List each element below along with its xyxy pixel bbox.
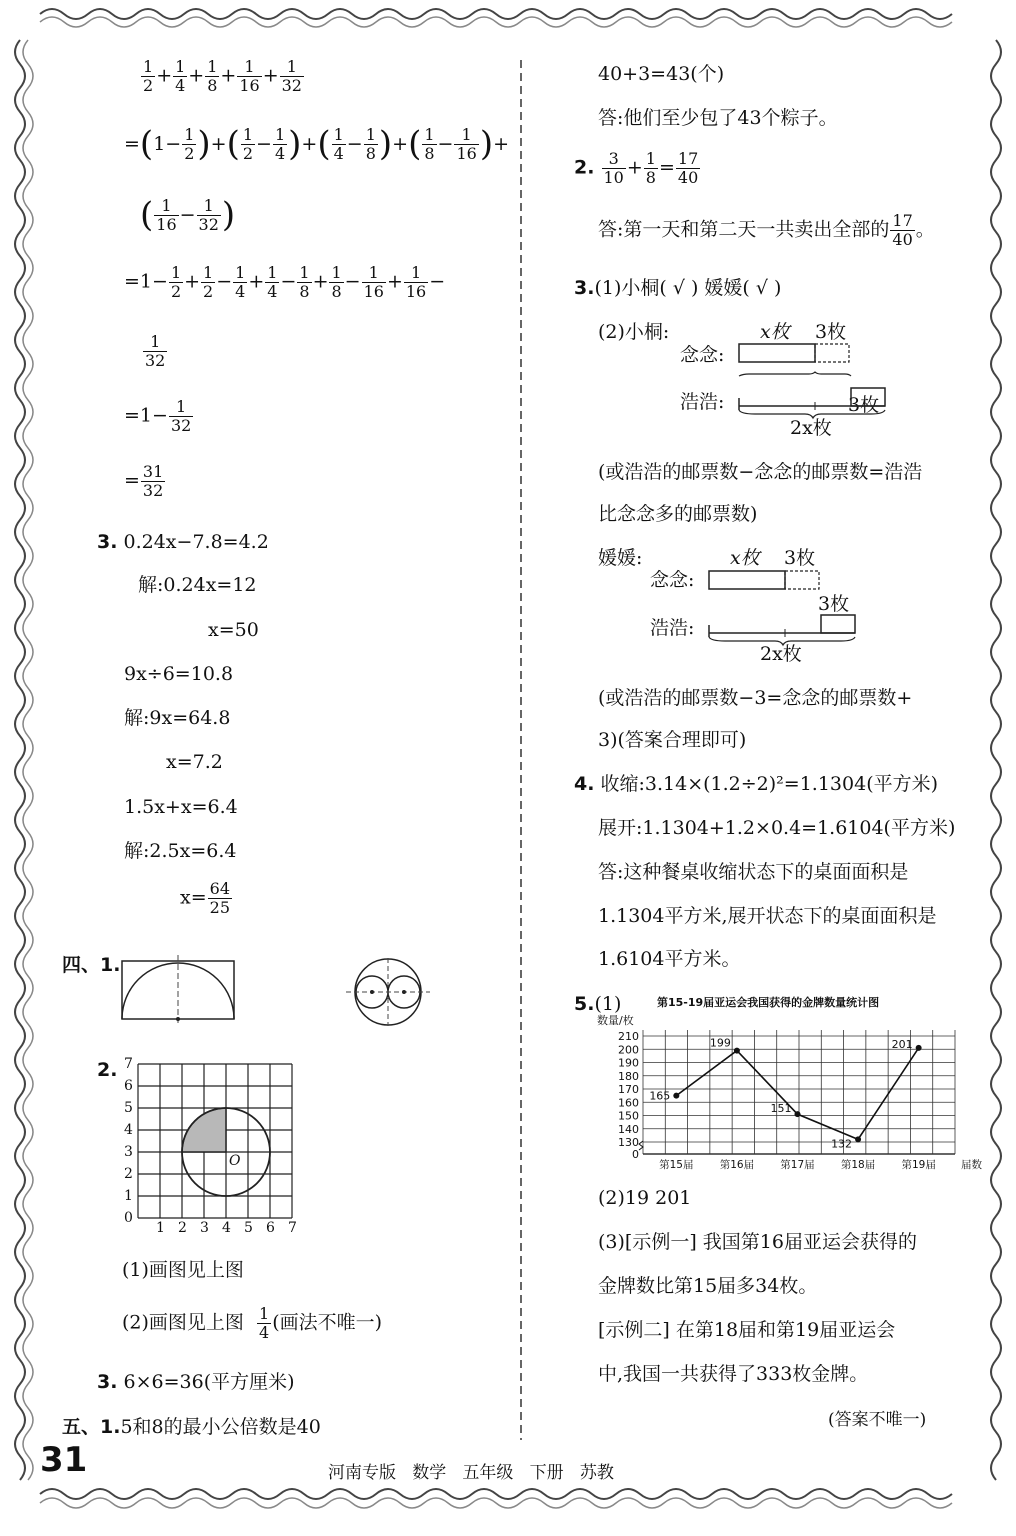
grid-x-6: 6 (266, 1220, 275, 1236)
s4-q2-label: 2. (97, 1059, 118, 1081)
q3-eq3: 1.5x+x=6.4 (124, 796, 238, 818)
s4-answer-1: (1)画图见上图 (122, 1259, 244, 1281)
chart-ytick-label: 180 (618, 1069, 639, 1083)
diagram2-3-label-top: 3枚 (784, 547, 816, 569)
diagram2-yuanyuan-label: 媛媛: (598, 547, 643, 569)
chart-point (916, 1045, 922, 1051)
r-note-1a: (或浩浩的邮票数−念念的邮票数=浩浩 (598, 461, 923, 483)
diagram2-nian-label: 念念: (650, 569, 695, 591)
r-note-1b: 比念念多的邮票数) (598, 503, 758, 525)
calc-line-3: ( $\frac{1}{16}$ − $\frac{1}{32}$ ) (140, 195, 236, 235)
diagram2-bars (705, 565, 865, 645)
diagram1-2x-label: 2x枚 (790, 417, 832, 439)
r-q4-a: 4. 收缩:3.14×(1.2÷2)²=1.1304(平方米) (574, 773, 939, 795)
calc-line-7: = $\frac{31}{32}$ (124, 462, 164, 500)
r-line-1: 40+3=43(个) (598, 63, 725, 85)
footer-info: 河南专版 数学 五年级 下册 苏教 (328, 1463, 614, 1483)
chart-data-label: 201 (891, 1037, 913, 1051)
r-q5-3a: (3)[示例一] 我国第16届亚运会获得的 (598, 1231, 917, 1253)
r-note-2a: (或浩浩的邮票数−3=念念的邮票数+ (598, 687, 913, 709)
r-note-2b: 3)(答案合理即可) (598, 729, 747, 751)
r-q5-3d: 中,我国一共获得了333枚金牌。 (598, 1363, 869, 1385)
diagram2-2x-label: 2x枚 (760, 643, 802, 665)
chart-ytick-label: 170 (618, 1083, 639, 1096)
diagram1-nian-label: 念念: (680, 344, 725, 366)
q3-eq2: 9x÷6=10.8 (124, 663, 234, 685)
diagram2-hao-label: 浩浩: (650, 617, 695, 639)
grid-x-2: 2 (178, 1220, 187, 1236)
chart-ytick-label: 0 (632, 1148, 639, 1161)
r-q2-answer: 答:第一天和第二天一共卖出全部的 $\frac{17}{40}$ 。 (598, 211, 935, 249)
grid-svg (118, 1052, 308, 1242)
q3-eq1-step1: 解:0.24x=12 (138, 574, 257, 596)
r-q4-b: 展开:1.1304+1.2×0.4=1.6104(平方米) (598, 817, 956, 839)
q3-eq1-step2: x=50 (208, 619, 259, 641)
section-5: 五、1.5和8的最小公倍数是40 (62, 1416, 321, 1438)
chart-ytick-label: 140 (618, 1122, 639, 1136)
diagram1-3-label-top: 3枚 (815, 321, 847, 343)
q3-eq3-step1: 解:2.5x=6.4 (124, 840, 237, 862)
chart-data-label: 165 (649, 1089, 671, 1103)
chart-point (673, 1093, 679, 1099)
grid-y-6: 6 (124, 1078, 133, 1094)
r-q4-e: 1.6104平方米。 (598, 948, 741, 970)
chart-svg (595, 994, 982, 1176)
diagram2-x-label: x枚 (730, 547, 760, 569)
s4-q3: 3. 6×6=36(平方厘米) (97, 1371, 295, 1393)
grid-y-7: 7 (124, 1056, 133, 1072)
chart-xtick-label: 第16届 (719, 1159, 755, 1171)
r-q3-b: (2)小桐: (598, 321, 670, 343)
grid-y-4: 4 (124, 1122, 133, 1138)
r-q4-d: 1.1304平方米,展开状态下的桌面面积是 (598, 905, 937, 927)
chart-data-label: 132 (831, 1137, 853, 1151)
double-circle-figure (346, 958, 430, 1026)
gold-medal-chart (595, 994, 982, 1176)
chart-ylabel: 数量/枚 (597, 1014, 634, 1027)
diagram1-3-label-bottom: 3枚 (848, 394, 880, 416)
chart-xtick-label: 第18届 (840, 1159, 876, 1171)
grid-x-3: 3 (200, 1220, 209, 1236)
diagram2-3-label-bottom: 3枚 (818, 593, 850, 615)
chart-point (794, 1111, 800, 1117)
q3-eq1: 3. 0.24x−7.8=4.2 (97, 531, 269, 553)
grid-y-0: 0 (124, 1210, 133, 1226)
chart-axis-break (639, 1141, 643, 1150)
semicircle-figure (118, 955, 238, 1023)
grid-x-7: 7 (288, 1220, 297, 1236)
section-4-label: 四、1. (62, 954, 121, 976)
chart-ytick-label: 210 (618, 1030, 639, 1043)
r-q2-eq: 2. $\frac{3}{10}$ + $\frac{1}{8}$ = $\frac{17}{40}$ (574, 149, 699, 187)
chart-xlabel: 届数 (961, 1159, 982, 1171)
grid-y-3: 3 (124, 1144, 133, 1160)
grid-x-4: 4 (222, 1220, 231, 1236)
chart-xtick-label: 第19届 (901, 1159, 936, 1171)
grid-figure (118, 1052, 308, 1242)
r-q5-1: 5.(1) (574, 993, 622, 1015)
chart-point (855, 1136, 861, 1142)
diagram1-x-label: x枚 (760, 321, 790, 343)
r-line-2: 答:他们至少包了43个粽子。 (598, 107, 838, 129)
chart-data-label: 151 (770, 1102, 792, 1116)
r-q3-a: 3.(1)小桐( √ ) 媛媛( √ ) (574, 277, 782, 299)
grid-x-5: 5 (244, 1220, 253, 1236)
chart-ytick-label: 130 (618, 1136, 639, 1149)
chart-title: 第15-19届亚运会我国获得的金牌数量统计图 (657, 996, 880, 1009)
r-q5-3c: [示例二] 在第18届和第19届亚运会 (598, 1319, 896, 1341)
calc-line-2: = ( 1− $\frac{1}{2}$ ) + ( $\frac{1}{2}$ − $\frac{1}{4}$ ) + ( $\frac{1}{4}$ − $\frac{1}{8}$ ) + ( $\frac{1}{8}$ − $\frac{1}{16}$ ) + (124, 124, 509, 164)
diagram1-hao-label: 浩浩: (680, 391, 725, 413)
s4-answer-2: (2)画图见上图 $\frac{1}{4}$ (画法不唯一) (122, 1304, 383, 1342)
chart-series-line (676, 1048, 918, 1139)
chart-ytick-label: 150 (618, 1109, 639, 1123)
chart-ytick-label: 160 (618, 1096, 639, 1110)
chart-xtick-label: 第17届 (780, 1159, 815, 1171)
chart-xtick-label: 第15届 (659, 1159, 694, 1171)
r-q5-2: (2)19 201 (598, 1187, 692, 1209)
grid-center-label: O (229, 1153, 241, 1169)
chart-point (734, 1048, 740, 1054)
r-q4-c: 答:这种餐桌收缩状态下的桌面面积是 (598, 861, 909, 883)
r-q5-3b: 金牌数比第15届多34枚。 (598, 1275, 818, 1297)
chart-ytick-label: 200 (618, 1043, 639, 1057)
chart-ytick-label: 190 (618, 1056, 639, 1070)
q3-eq2-step2: x=7.2 (166, 751, 223, 773)
grid-y-1: 1 (124, 1188, 133, 1204)
page-number: 31 (40, 1440, 88, 1480)
diagram1-bars (735, 338, 895, 418)
calc-line-4: =1− $\frac{1}{2}$ + $\frac{1}{2}$ − $\frac{1}{4}$ + $\frac{1}{4}$ − $\frac{1}{8}$ + $\frac{1}{8}$ − $\frac{1}{16}$ + $\frac{1}{16}$ − (124, 263, 446, 301)
q3-eq2-step1: 解:9x=64.8 (124, 707, 231, 729)
calc-line-1: $\frac{1}{2}$ + $\frac{1}{4}$ + $\frac{1}{8}$ + $\frac{1}{16}$ + $\frac{1}{32}$ (143, 57, 302, 95)
calc-line-6: =1− $\frac{1}{32}$ (124, 397, 192, 435)
grid-y-5: 5 (124, 1100, 133, 1116)
chart-data-label: 199 (709, 1036, 731, 1050)
q3-eq3-step2: x= $\frac{64}{25}$ (180, 879, 230, 917)
grid-y-2: 2 (124, 1166, 133, 1182)
calc-line-5: $\frac{1}{32}$ (145, 332, 166, 370)
r-q5-note: (答案不唯一) (828, 1410, 927, 1430)
grid-x-1: 1 (156, 1220, 165, 1236)
